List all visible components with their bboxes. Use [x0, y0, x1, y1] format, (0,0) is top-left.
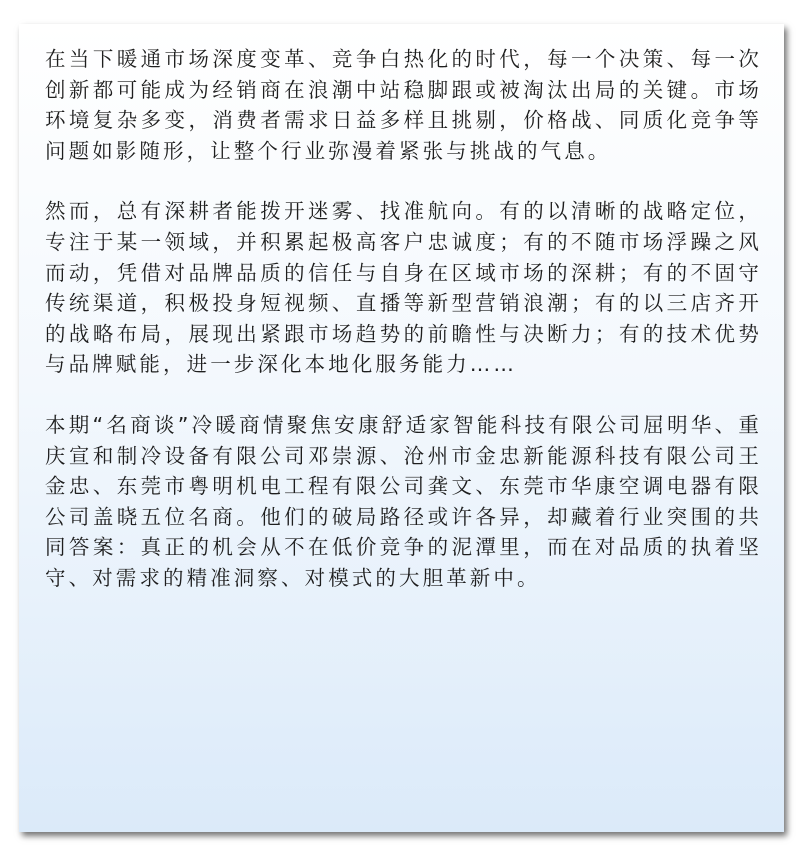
body-paragraph: 然而，总有深耕者能拨开迷雾、找准航向。有的以清晰的战略定位，专注于某一领域，并积累起极高客户忠诚度；有的不随市场浮躁之风而动，凭借对品牌品质的信任与自身在区域市场的深耕；有的不固守传统渠道，积极投身短视频、直播等新型营销浪潮；有的以三店齐开的战略布局，展现出紧跟市场趋势的前瞻性与决断力；有的技术优势与品牌赋能，进一步深化本地化服务能力…… [45, 199, 762, 377]
article-card [19, 24, 784, 832]
intro-paragraph: 在当下暖通市场深度变革、竞争白热化的时代，每一个决策、每一次创新都可能成为经销商在浪潮中站稳脚跟或被淘汰出局的关键。市场环境复杂多变，消费者需求日益多样且挑剔，价格战、同质化竞争等问题如影随形，让整个行业弥漫着紧张与挑战的气息。 [45, 47, 762, 163]
closing-paragraph: 本期“名商谈”冷暖商情聚焦安康舒适家智能科技有限公司屈明华、重庆宣和制冷设备有限公司邓崇源、沧州市金忠新能源科技有限公司王金忠、东莞市粤明机电工程有限公司龚文、东莞市华康空调电器有限公司盖晓五位名商。他们的破局路径或许各异，却藏着行业突围的共同答案：真正的机会从不在低价竞争的泥潭里，而在对品质的执着坚守、对需求的精准洞察、对模式的大胆革新中。 [45, 412, 762, 590]
